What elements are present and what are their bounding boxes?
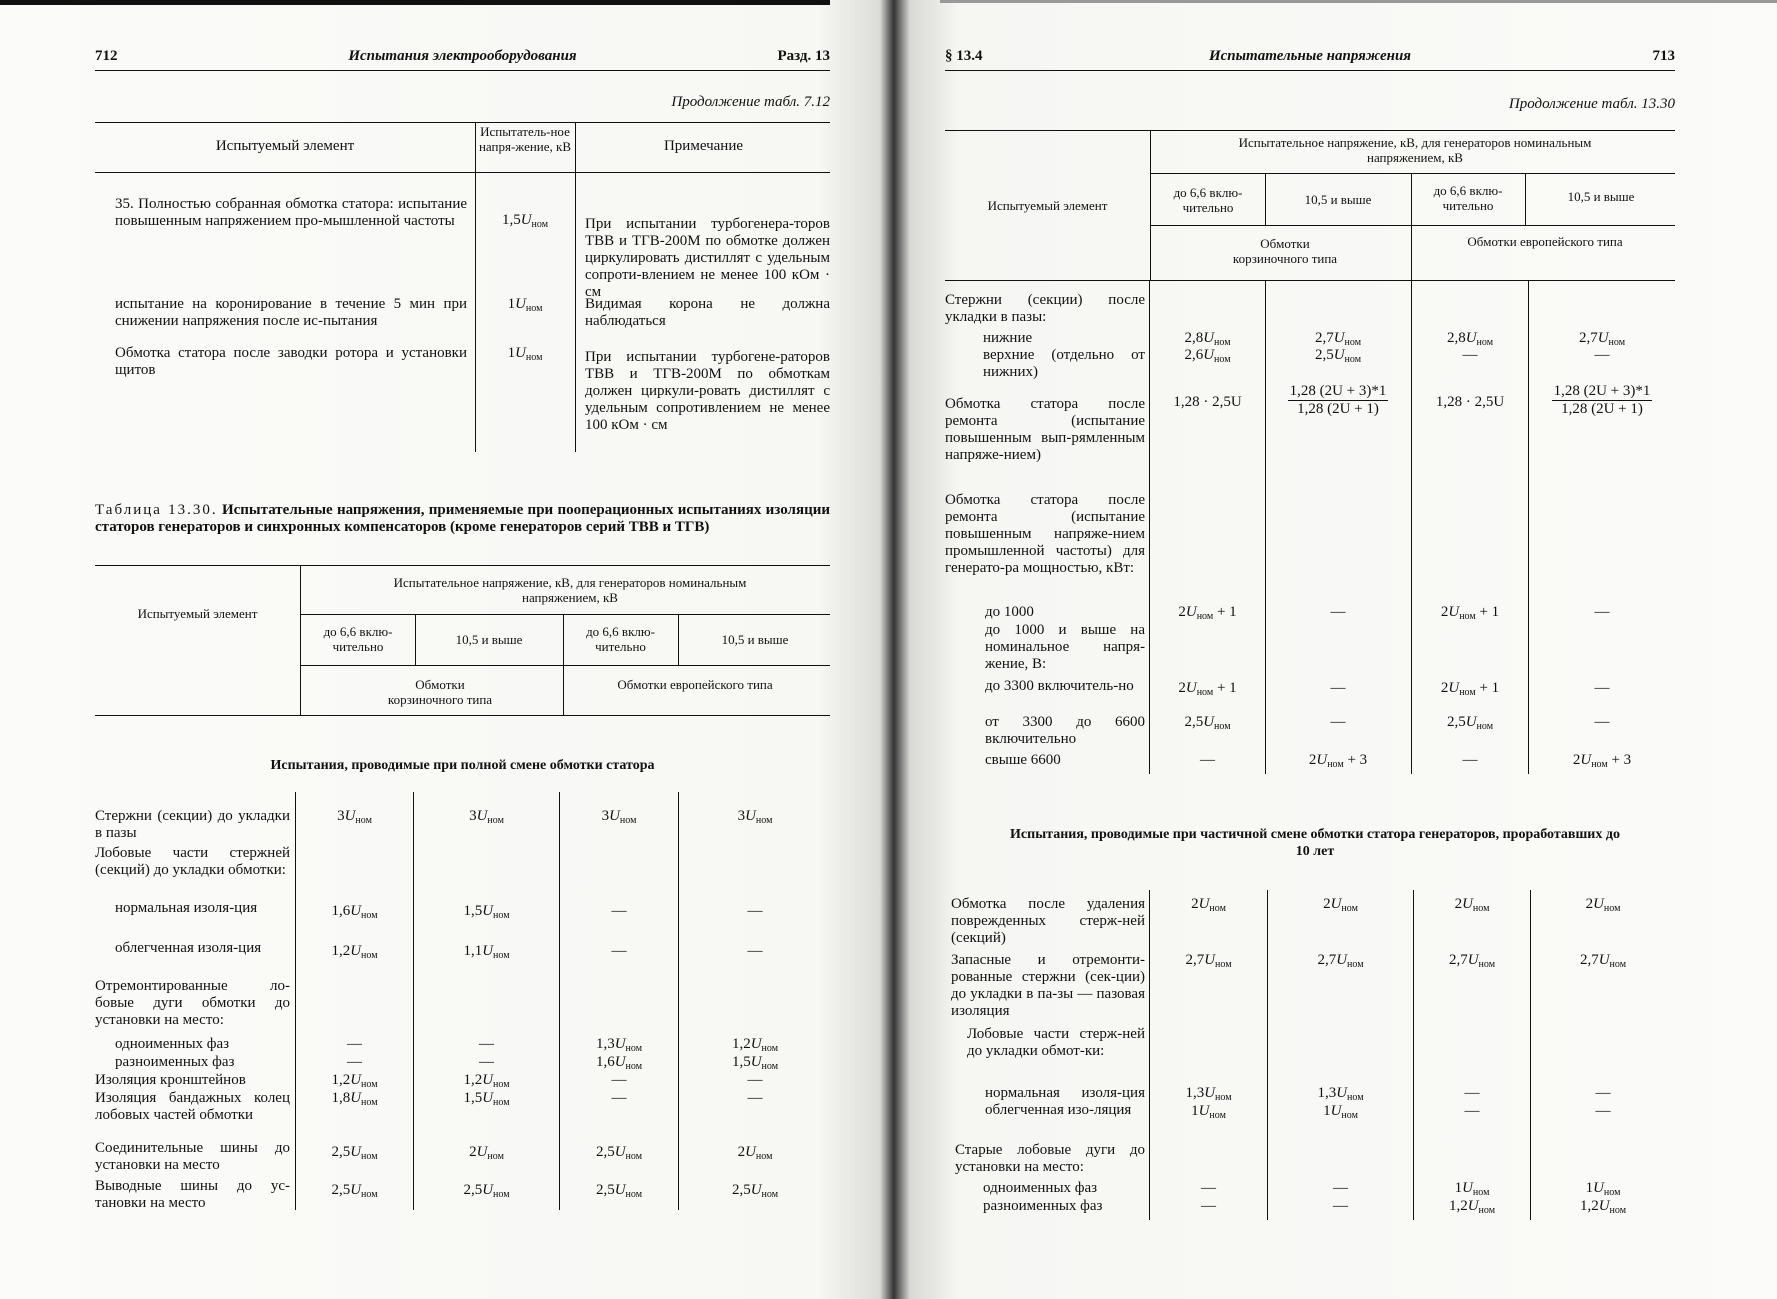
table-cell: $3U_{ном}$: [337, 808, 372, 826]
table-cell: При испытании турбогене-раторов ТВВ и ТГВ-200М по обмоткам должен циркули-ровать дистиллят с удельным сопротивлением не менее 100 кОм · см: [585, 349, 830, 433]
col-divider: [1411, 173, 1412, 280]
column-header: Обмотки корзиночного типа: [387, 677, 493, 707]
column-header: Испытатель-ное напря-жение, кВ: [478, 124, 572, 154]
table-cell: $2,7U_{ном}$: [1314, 330, 1362, 348]
table-cell: $2,5U_{ном}$: [1446, 714, 1494, 732]
col-divider: [1267, 890, 1268, 1220]
table-cell: $1,5U_{ном}$: [731, 1054, 779, 1072]
table-cell: —: [1594, 714, 1610, 730]
table-cell: —: [747, 903, 763, 919]
col-divider: [1265, 173, 1266, 225]
table-cell: —: [1594, 604, 1610, 620]
rule: [1150, 173, 1675, 174]
running-head: [95, 48, 830, 71]
column-header: Испытательное напряжение, кВ, для генераторов номинальным напряжением, кВ: [1238, 135, 1592, 165]
table-cell: $2,5U_{ном}$: [1314, 347, 1362, 365]
table-cell: —: [1330, 714, 1346, 730]
table-cell: $1U_{ном}$: [1323, 1103, 1358, 1121]
col-divider: [475, 122, 476, 452]
page-number: 713: [1652, 48, 1675, 64]
rule: [1150, 225, 1675, 226]
table-cell: —: [611, 1072, 627, 1088]
row-label: Изоляция бандажных колец лобовых частей обмотки: [95, 1090, 290, 1123]
table-cell: —: [1594, 347, 1610, 363]
table-cell: $1,2U_{ном}$: [331, 943, 378, 961]
section-title: Испытания, проводимые при частичной смене обмотки статора генераторов, проработавших до 10 лет: [1010, 827, 1620, 859]
table-cell: $2,6U_{ном}$: [1184, 347, 1231, 365]
column-header: Примечание: [663, 138, 744, 154]
col-divider: [559, 792, 560, 1210]
table-cell: $1,1U_{ном}$: [463, 943, 510, 961]
table-cell: При испытании турбогенера-торов ТВВ и ТГВ-200М по обмотке должен циркулировать дистиллят с удельным сопроти-влением не менее 100 кОм · см: [585, 216, 830, 300]
table-cell: $2U_{ном} + 1$: [1178, 604, 1237, 622]
column-header: 10,5 и выше: [1567, 189, 1635, 204]
table-cell: $2U_{ном} + 3$: [1308, 752, 1368, 770]
col-divider: [678, 614, 679, 665]
table-cell: $1,5U_{ном}$: [501, 212, 549, 230]
row-label: одноименных фаз: [983, 1180, 1098, 1196]
row-label: нижние: [983, 330, 1033, 346]
rule: [301, 614, 830, 615]
column-header: 10,5 и выше: [455, 632, 523, 647]
col-divider: [295, 792, 296, 1210]
table-cell: $2U_{ном} + 3$: [1572, 752, 1632, 770]
table-cell: $3U_{ном}$: [737, 808, 773, 826]
row-label: Отремонтированные ло-бовые дуги обмотки до установки на место:: [95, 978, 290, 1028]
continuation-label: Продолжение табл. 7.12: [671, 94, 830, 110]
col-divider: [575, 122, 576, 452]
table-cell: —: [1462, 752, 1478, 768]
column-header: до 6,6 вклю-чительно: [1173, 185, 1243, 215]
table-cell: $3U_{ном}$: [469, 808, 504, 826]
table-cell: $2U_{ном}$: [1323, 896, 1358, 914]
table-cell: —: [1201, 1198, 1216, 1214]
section-label: § 13.4: [945, 48, 983, 64]
table-cell: $1U_{ном}$: [1191, 1103, 1226, 1121]
col-divider: [1525, 173, 1526, 225]
table-cell: —: [611, 903, 627, 919]
table-cell: $2U_{ном}$: [469, 1144, 504, 1162]
row-label: нормальная изоля-ция облегченная изо-ляция: [985, 1085, 1145, 1118]
table-cell: $2,5U_{ном}$: [1184, 714, 1231, 732]
table-cell: Видимая корона не должна наблюдаться: [585, 296, 830, 329]
column-header: 10,5 и выше: [1304, 192, 1372, 207]
row-label: Выводные шины до ус-тановки на место: [95, 1178, 290, 1211]
table-cell: $2,8U_{ном}$: [1184, 330, 1231, 348]
table-cell: $2,7U_{ном}$: [1578, 330, 1626, 348]
table-cell: $2,5U_{ном}$: [595, 1144, 643, 1162]
table-cell: —: [1464, 1085, 1480, 1101]
table-cell: —: [1330, 604, 1346, 620]
col-divider: [413, 792, 414, 1210]
row-label: до 1000 и выше на номинальное напря-жение, В:: [985, 622, 1145, 672]
table-cell: $2U_{ном} + 1$: [1440, 604, 1500, 622]
table-cell: —: [347, 1054, 362, 1070]
col-divider: [415, 614, 416, 665]
table-cell: $2,7U_{ном}$: [1317, 952, 1364, 970]
table-cell: —: [479, 1036, 494, 1052]
continuation-label: Продолжение табл. 13.30: [1508, 96, 1675, 112]
table-cell: $1,3U_{ном}$: [1185, 1085, 1232, 1103]
row-label: нормальная изоля-ция: [115, 900, 258, 916]
row-label: до 3300 включитель-но: [985, 678, 1134, 694]
column-header: до 6,6 вклю-чительно: [1433, 183, 1503, 213]
row-label: Стержни (секции) после укладки в пазы:: [945, 292, 1145, 325]
table-cell: $1,8U_{ном}$: [331, 1090, 378, 1108]
row-label: до 1000: [985, 604, 1034, 620]
caption-title: Испытательные напряжения, применяемые при пооперационных испытаниях изоляции статоров генераторов и синхронных компенсаторов (кроме генераторов серий ТВВ и ТГВ): [95, 502, 831, 535]
table-cell: $2,8U_{ном}$: [1446, 330, 1494, 348]
column-header: Испытуемый элемент: [215, 138, 355, 154]
table-cell: —: [1594, 680, 1610, 696]
column-header: до 6,6 вклю-чительно: [323, 624, 393, 654]
table-cell: —: [1462, 347, 1478, 363]
table-cell: —: [1330, 680, 1346, 696]
table-cell: 1,28 · 2,5U: [1173, 394, 1242, 410]
table-cell: $1,2U_{ном}$: [1448, 1198, 1496, 1216]
table-cell: 1,28 · 2,5U: [1435, 394, 1505, 410]
right-page: [945, 0, 1675, 1299]
table-cell: $1U_{ном}$: [507, 345, 543, 363]
col-divider: [1530, 890, 1531, 1220]
row-label: разноименных фаз: [983, 1198, 1103, 1214]
table-cell: $1U_{ном}$: [1454, 1180, 1490, 1198]
row-label: одноименных фаз: [115, 1036, 230, 1052]
table-cell: $3U_{ном}$: [601, 808, 637, 826]
table-cell: $1U_{ном}$: [507, 296, 543, 314]
table-cell: $2,5U_{ном}$: [595, 1182, 643, 1200]
table-cell: —: [611, 1090, 627, 1106]
col-divider: [1413, 890, 1414, 1220]
page-number: 712: [95, 48, 118, 64]
table-cell: $2,5U_{ном}$: [731, 1182, 779, 1200]
table-cell: $1,6U_{ном}$: [595, 1054, 643, 1072]
rule: [945, 280, 1675, 281]
table-cell: $2,7U_{ном}$: [1448, 952, 1496, 970]
table-cell: —: [611, 943, 627, 959]
column-header: Испытательное напряжение, кВ, для генераторов номинальным напряжением, кВ: [393, 575, 747, 605]
row-label: Стержни (секции) до укладки в пазы: [95, 808, 290, 841]
rule: [95, 122, 830, 123]
table-caption: [95, 502, 830, 536]
table-cell: 35. Полностью собранная обмотка статора: испытание повышенным напряжением про-мышленной частоты: [115, 196, 467, 229]
table-cell: —: [1595, 1103, 1611, 1119]
table-cell: —: [1201, 1180, 1216, 1196]
table-cell: $2,7U_{ном}$: [1185, 952, 1232, 970]
row-label: Старые лобовые дуги до установки на место:: [955, 1142, 1145, 1175]
column-header: Испытуемый элемент: [137, 606, 258, 621]
col-divider: [563, 614, 564, 715]
row-label: разноименных фаз: [115, 1054, 235, 1070]
table-cell: $2,5U_{ном}$: [331, 1144, 378, 1162]
rule: [95, 172, 830, 173]
column-header: Обмотки европейского типа: [1467, 234, 1623, 249]
table-cell: —: [747, 1090, 763, 1106]
column-header: Обмотки европейского типа: [617, 677, 773, 692]
col-divider: [300, 565, 301, 715]
column-header: 10,5 и выше: [721, 632, 789, 647]
column-header: до 6,6 вклю-чительно: [586, 624, 655, 654]
table-cell: $2,5U_{ном}$: [331, 1182, 378, 1200]
column-header: Испытуемый элемент: [987, 198, 1108, 213]
row-label: Обмотка статора после ремонта (испытание повышенным напряже-нием промышленной частоты) для генерато-ра мощностью, кВт:: [945, 492, 1145, 576]
row-label: Обмотка статора после ремонта (испытание повышенным вып-рямленным напряже-нием): [945, 396, 1145, 463]
table-cell: $1,2U_{ном}$: [731, 1036, 779, 1054]
table-cell: $1,5U_{ном}$: [463, 1090, 510, 1108]
table-cell: —: [1464, 1103, 1480, 1119]
column-header: Обмотки корзиночного типа: [1232, 236, 1338, 266]
table-cell: Обмотка статора после заводки ротора и установки щитов: [115, 345, 467, 378]
table-cell: —: [1200, 752, 1215, 768]
rule: [301, 665, 830, 666]
table-cell: $2U_{ном}$: [1585, 896, 1621, 914]
row-label: Соединительные шины до установки на место: [95, 1140, 290, 1173]
table-cell: —: [1333, 1198, 1348, 1214]
row-label: Лобовые части стерж-ней до укладки обмот-ки:: [967, 1026, 1145, 1059]
table-cell: $2U_{ном}$: [1191, 896, 1226, 914]
table-cell: $2U_{ном}$: [1454, 896, 1490, 914]
running-head: [945, 48, 1675, 71]
table-cell: —: [747, 943, 763, 959]
left-page: [95, 0, 830, 1299]
table-cell: —: [1333, 1180, 1348, 1196]
caption-prefix: Таблица 13.30.: [95, 502, 218, 518]
table-cell: $1,3U_{ном}$: [595, 1036, 643, 1054]
rule: [95, 565, 830, 566]
row-label: Запасные и отремонти-рованные стержни (сек-ции) до укладки в па-зы — пазовая изоляция: [951, 952, 1145, 1019]
col-divider: [1150, 130, 1151, 280]
table-cell: —: [347, 1036, 362, 1052]
row-label: Изоляция кронштейнов: [95, 1072, 246, 1088]
table-cell: $2,5U_{ном}$: [463, 1182, 510, 1200]
table-cell: $2,7U_{ном}$: [1579, 952, 1627, 970]
table-cell: —: [1595, 1085, 1611, 1101]
table-cell: $2U_{ном} + 1$: [1178, 680, 1237, 698]
row-label: Лобовые части стержней (секций) до укладки обмотки:: [95, 845, 290, 878]
table-cell: $1,3U_{ном}$: [1317, 1085, 1364, 1103]
table-cell: $1,2U_{ном}$: [331, 1072, 378, 1090]
rule: [945, 130, 1675, 131]
table-cell: —: [747, 1072, 763, 1088]
table-cell: $2U_{ном} + 1$: [1440, 680, 1500, 698]
table-cell: $1,2U_{ном}$: [463, 1072, 510, 1090]
section-label: Разд. 13: [777, 48, 830, 64]
row-label: свыше 6600: [985, 752, 1061, 768]
table-cell: $1,6U_{ном}$: [331, 903, 378, 921]
section-title: Испытания, проводимые при полной смене обмотки статора: [270, 758, 655, 773]
row-label: облегченная изоля-ция: [115, 940, 262, 956]
col-divider: [1149, 890, 1150, 1220]
row-label: верхние (отдельно от нижних): [983, 347, 1145, 380]
table-cell: испытание на коронирование в течение 5 мин при снижении напряжения после ис-пытания: [115, 296, 467, 329]
running-title: Испытательные напряжения: [1208, 48, 1412, 64]
table-cell: $\frac{1,28 (2U + 3)*1}{1,28 (2U + 1)}$: [1289, 383, 1387, 417]
row-label: Обмотка после удаления поврежденных стерж-ней (секций): [951, 896, 1145, 946]
col-divider: [678, 792, 679, 1210]
table-cell: $1,2U_{ном}$: [1579, 1198, 1627, 1216]
table-cell: $1,5U_{ном}$: [463, 903, 510, 921]
table-cell: —: [479, 1054, 494, 1070]
running-title: Испытания электрооборудования: [348, 48, 577, 64]
table-cell: $2U_{ном}$: [737, 1144, 773, 1162]
table-cell: $\frac{1,28 (2U + 3)*1}{1,28 (2U + 1)}$: [1553, 383, 1651, 417]
row-label: от 3300 до 6600 включительно: [985, 714, 1145, 747]
rule: [95, 715, 830, 716]
table-cell: $1U_{ном}$: [1585, 1180, 1621, 1198]
